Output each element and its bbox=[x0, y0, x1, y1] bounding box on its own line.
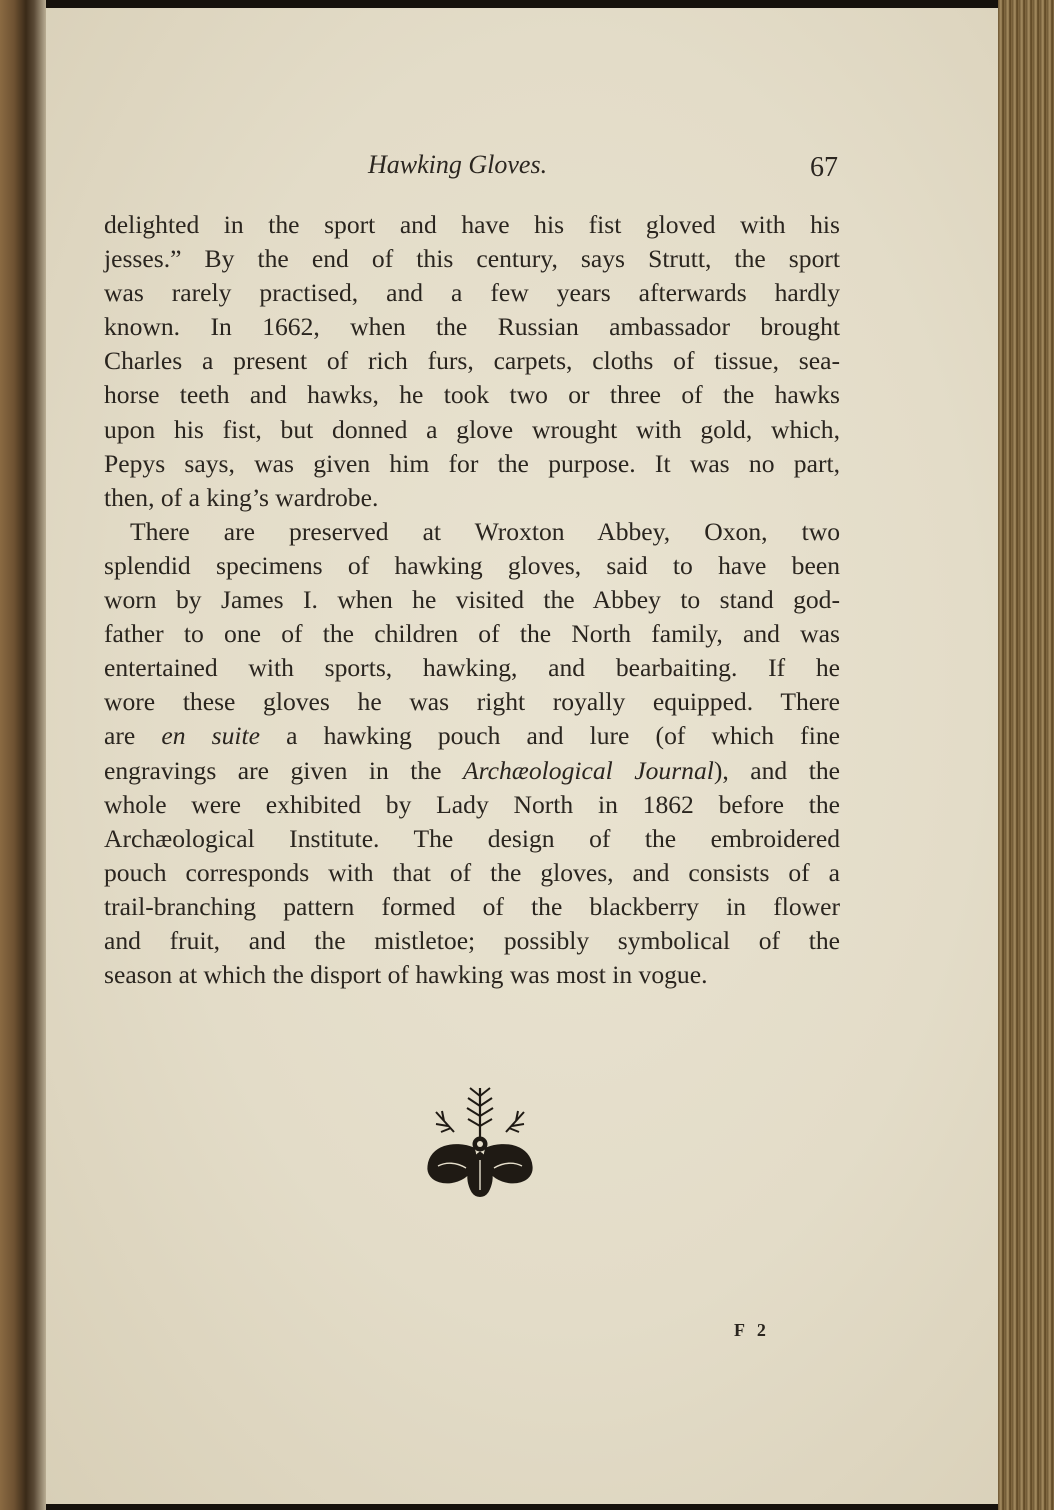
text-line: was rarely practised, and a few years afterwards hardly bbox=[104, 278, 840, 308]
text-line: splendid specimens of hawking gloves, said to have been bbox=[104, 550, 840, 580]
text-line: delighted in the sport and have his fist gloved with his bbox=[104, 210, 840, 239]
text-line: horse teeth and hawks, he took two or three of the hawks bbox=[104, 380, 840, 410]
text-line: season at which the disport of hawking was most in vogue. bbox=[104, 960, 708, 990]
text-run: are bbox=[104, 721, 162, 751]
text-line bbox=[104, 719, 840, 753]
text-line: known. In 1662, when the Russian ambassador brought bbox=[104, 312, 840, 342]
text-run: engravings are given in the bbox=[104, 755, 463, 785]
text-line: then, of a king’s wardrobe. bbox=[104, 482, 379, 512]
text-line: Charles a present of rich furs, carpets, cloths of tissue, sea- bbox=[104, 346, 840, 376]
text-line: trail-branching pattern formed of the blackberry in flower bbox=[104, 891, 840, 921]
text-line: jesses.” By the end of this century, says Strutt, the sport bbox=[104, 244, 840, 274]
text-line: upon his fist, but donned a glove wrought with gold, which, bbox=[104, 414, 840, 444]
paragraph bbox=[104, 515, 840, 992]
text-line: Archæological Institute. The design of the embroidered bbox=[104, 823, 840, 853]
running-title: Hawking Gloves. bbox=[368, 150, 548, 179]
text-run: a hawking pouch and lure (of which fine bbox=[260, 721, 840, 751]
book-gutter bbox=[0, 0, 46, 1510]
italic-text: Archæological Journal bbox=[463, 755, 714, 785]
text-line: Pepys says, was given him for the purpose. It was no part, bbox=[104, 448, 840, 478]
text-line bbox=[104, 754, 840, 788]
text-run: ), and the bbox=[713, 755, 840, 785]
page-number: 67 bbox=[810, 152, 838, 183]
text-line: whole were exhibited by Lady North in 1862 before the bbox=[104, 789, 840, 819]
text-line: pouch corresponds with that of the gloves, and consists of a bbox=[104, 857, 840, 887]
text-line: father to one of the children of the North family, and was bbox=[104, 619, 840, 649]
page-edges bbox=[998, 0, 1054, 1510]
body-text bbox=[104, 208, 840, 992]
paragraph bbox=[104, 208, 840, 515]
text-line: and fruit, and the mistletoe; possibly symbolical of the bbox=[104, 925, 840, 955]
floral-tailpiece-icon bbox=[424, 1082, 536, 1198]
text-line: wore these gloves he was right royally equipped. There bbox=[104, 687, 840, 717]
text-line: There are preserved at Wroxton Abbey, Oxon, two bbox=[130, 516, 840, 546]
text-line: entertained with sports, hawking, and bearbaiting. If he bbox=[104, 653, 840, 683]
text-line: worn by James I. when he visited the Abbey to stand god- bbox=[104, 585, 840, 615]
italic-text: en suite bbox=[161, 721, 260, 751]
signature-mark: F 2 bbox=[734, 1320, 770, 1340]
